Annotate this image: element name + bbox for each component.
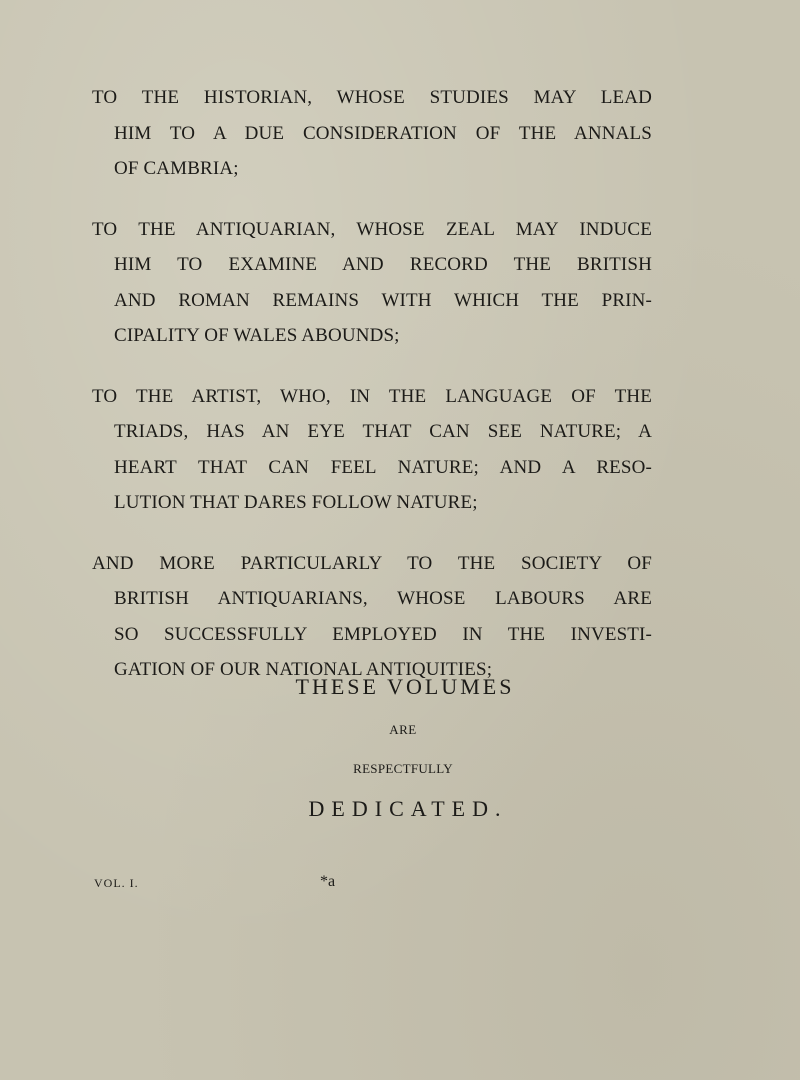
text-line: HIM TO EXAMINE AND RECORD THE BRITISH (114, 254, 652, 275)
signature-mark: *a (320, 873, 336, 890)
dedication-paragraph-antiquarian (92, 212, 652, 354)
respectfully-line: RESPECTFULLY (353, 761, 453, 776)
text-line: HIM TO A DUE CONSIDERATION OF THE ANNALS (114, 122, 652, 144)
volume-label: VOL. I. (94, 876, 139, 890)
dedicated-heading: DEDICATED. (308, 796, 508, 821)
these-volumes-heading: THESE VOLUMES (295, 674, 515, 699)
text-line: TO THE HISTORIAN, WHOSE STUDIES MAY LEAD (92, 87, 652, 108)
text-line: GATION OF OUR NATIONAL ANTIQUITIES; (114, 659, 493, 680)
dedication-paragraph-artist (92, 379, 652, 521)
text-line: CIPALITY OF WALES ABOUNDS; (114, 325, 400, 346)
dedication-text (92, 80, 652, 713)
dedication-paragraph-society (92, 546, 652, 688)
text-line: TRIADS, HAS AN EYE THAT CAN SEE NATURE; A (114, 421, 652, 442)
text-line: LUTION THAT DARES FOLLOW NATURE; (114, 492, 478, 513)
dedication-paragraph-historian (92, 80, 652, 187)
text-line: TO THE ANTIQUARIAN, WHOSE ZEAL MAY INDUCE (92, 218, 652, 240)
text-line: HEART THAT CAN FEEL NATURE; AND A RESO- (114, 456, 652, 478)
text-line: BRITISH ANTIQUARIANS, WHOSE LABOURS ARE (114, 588, 652, 609)
text-line: OF CAMBRIA; (114, 158, 239, 179)
text-line: TO THE ARTIST, WHO, IN THE LANGUAGE OF THE (92, 385, 652, 407)
are-line: ARE (389, 722, 417, 737)
text-line: AND ROMAN REMAINS WITH WHICH THE PRIN- (114, 289, 652, 311)
text-line: SO SUCCESSFULLY EMPLOYED IN THE INVESTI- (114, 623, 652, 645)
text-line: AND MORE PARTICULARLY TO THE SOCIETY OF (92, 552, 652, 574)
